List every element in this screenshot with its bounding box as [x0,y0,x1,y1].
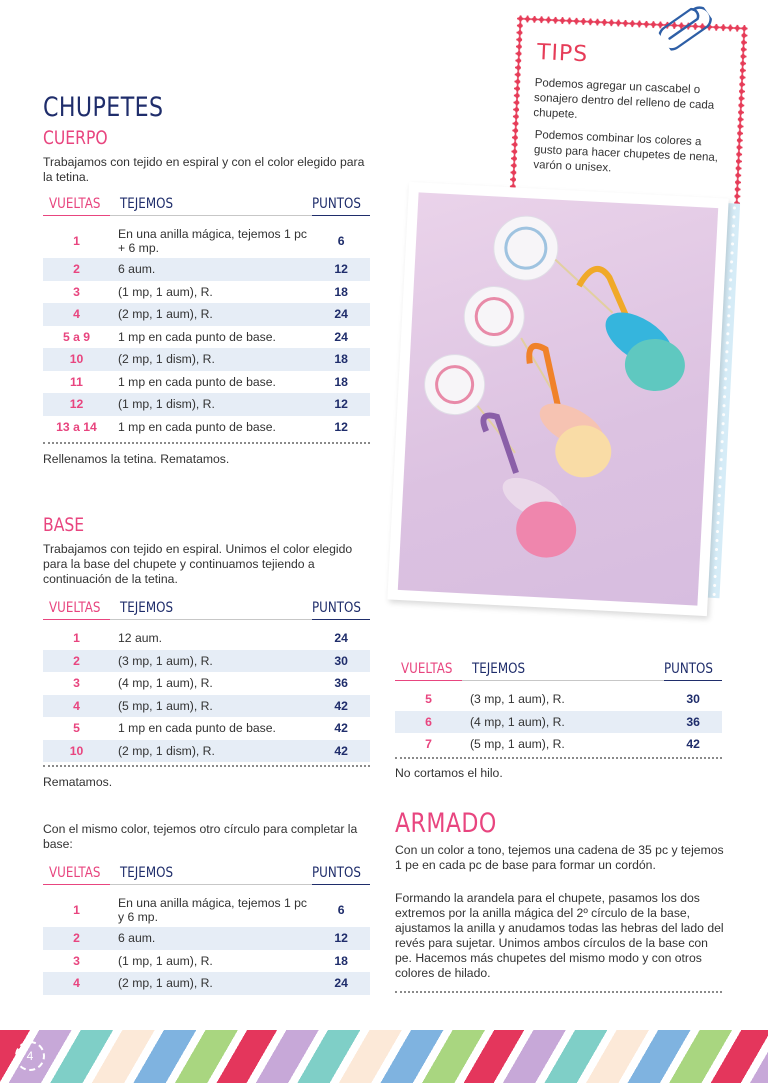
circulo-outro: No cortamos el hilo. [395,766,503,780]
tips-text-2: Podemos combinar los colores a gusto para hacer chupetes de nena, varón o unisex. [533,128,719,175]
divider [43,442,370,444]
col-tejemos: TEJEMOS [110,862,312,884]
col-vueltas: VUELTAS [43,193,110,215]
cuerpo-outro: Rellenamos la tetina. Rematamos. [43,452,230,466]
product-photo [387,182,728,616]
table-row: 6 (4 mp, 1 aum), R. 36 [395,711,722,734]
table-row: 10 (2 mp, 1 dism), R. 42 [43,740,370,763]
col-puntos: PUNTOS [312,597,370,619]
table-row: 3 (1 mp, 1 aum), R. 18 [73,953,348,968]
table-row: 2 6 aum. 12 [43,927,370,950]
tips-title: TIPS [536,40,589,68]
table-row: 4 (5 mp, 1 aum), R. 42 [43,695,370,718]
section-heading-armado: ARMADO [395,808,497,839]
table-row: 1 En una anilla mágica, tejemos 1 pc y 6 mp. 6 [73,895,345,924]
table-row: 10 (2 mp, 1 dism), R. 18 [43,348,370,371]
circulo-intro: Con el mismo color, tejemos otro círculo para completar la base: [43,822,358,851]
footer-stripes [0,1030,768,1083]
table-row: 5 (3 mp, 1 aum), R. 30 [425,692,700,707]
circulo-table [43,862,370,995]
col-tejemos: TEJEMOS [462,658,664,680]
col-puntos: PUNTOS [312,862,370,884]
divider [395,757,722,759]
table-row: 13 a 14 1 mp en cada punto de base. 12 [56,419,348,434]
table-row: 3 (1 mp, 1 aum), R. 18 [73,284,348,299]
table-row: 1 12 aum. 24 [73,631,348,646]
armado-text-1: Con un color a tono, tejemos una cadena de 35 pc y tejemos 1 pe en cada pc de base para formar un cordón. [395,843,724,872]
tips-text-1: Podemos agregar un cascabel o sonajero dentro del relleno de cada chupete. [533,76,715,121]
section-heading-cuerpo: CUERPO [43,127,108,149]
col-vueltas: VUELTAS [43,862,110,884]
table-row: 4 (2 mp, 1 aum), R. 24 [43,972,370,995]
cuerpo-table [43,193,370,438]
table-row: 1 En una anilla mágica, tejemos 1 pc + 6 mp. 6 [73,226,345,255]
table-row: 4 (2 mp, 1 aum), R. 24 [43,303,370,326]
col-puntos: PUNTOS [312,193,370,215]
armado-text-2: Formando la arandela para el chupete, pasamos los dos extremos por la anilla mágica del 2º círculo de la base, ajustamos la anilla y anudamos todas las hebras del lado del revés para sujetar. Unimos ambos círculos de la base con pe. Hacemos más chupetes del mismo modo y con otros colores de hilado. [395,891,724,980]
col-vueltas: VUELTAS [395,658,462,680]
cuerpo-intro: Trabajamos con tejido en espiral y con el color elegido para la tetina. [43,155,365,184]
col-tejemos: TEJEMOS [110,193,312,215]
col-puntos: PUNTOS [664,658,722,680]
pacifiers-illustration [398,192,718,605]
divider [395,991,722,993]
base-intro: Trabajamos con tejido en espiral. Unimos el color elegido para la base del chupete y continuamos tejiendo a continuación de la tetina. [43,542,353,586]
col-vueltas: VUELTAS [43,597,110,619]
page-title: CHUPETES [43,92,164,123]
divider [43,765,370,767]
circulo-cont-table [395,658,722,756]
page-number: 4 [15,1041,45,1071]
base-table [43,597,370,762]
section-heading-base: BASE [43,514,85,536]
table-row: 12 (1 mp, 1 dism), R. 12 [43,393,370,416]
table-row: 3 (4 mp, 1 aum), R. 36 [73,676,348,691]
table-row: 2 6 aum. 12 [43,258,370,281]
table-row: 11 1 mp en cada punto de base. 18 [70,374,348,389]
col-tejemos: TEJEMOS [110,597,312,619]
table-row: 5 a 9 1 mp en cada punto de base. 24 [62,329,348,344]
table-row: 5 1 mp en cada punto de base. 42 [73,721,348,736]
table-row: 2 (3 mp, 1 aum), R. 30 [43,650,370,673]
table-row: 7 (5 mp, 1 aum), R. 42 [425,737,700,752]
base-outro: Rematamos. [43,775,113,789]
